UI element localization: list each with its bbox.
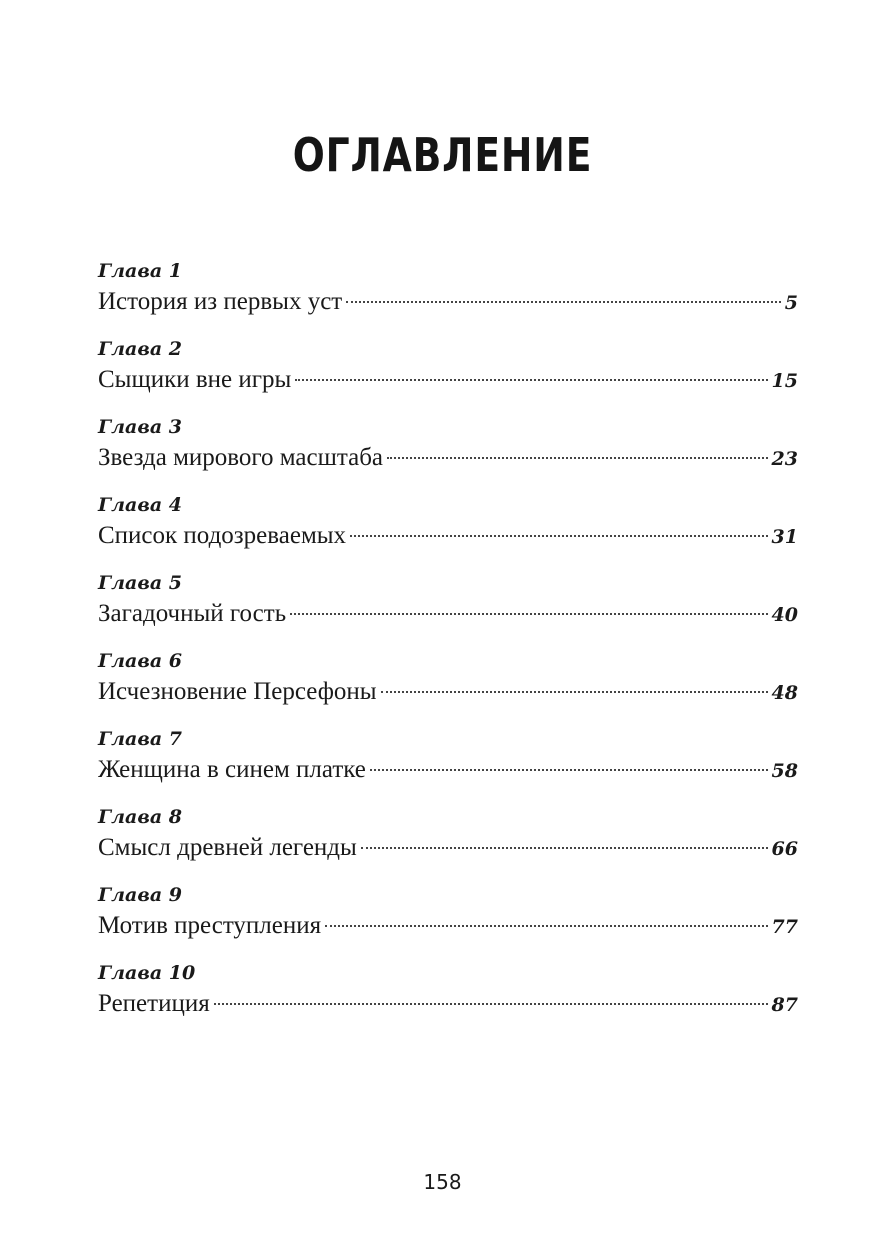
toc-entry xyxy=(98,648,798,726)
chapter-page-number: 58 xyxy=(771,760,798,782)
dot-leader xyxy=(361,847,768,849)
chapter-label: Глава 8 xyxy=(98,806,182,828)
chapter-label: Глава 4 xyxy=(98,494,182,516)
dot-leader xyxy=(387,457,768,459)
chapter-title: Исчезновение Персефоны xyxy=(98,678,377,705)
toc-entry xyxy=(98,258,798,336)
chapter-title: История из первых уст xyxy=(98,288,343,315)
chapter-title: Женщина в синем платке xyxy=(98,756,366,783)
chapter-label: Глава 10 xyxy=(98,962,196,984)
dot-leader xyxy=(325,925,767,927)
chapter-page-number: 87 xyxy=(771,994,798,1016)
toc-entry xyxy=(98,726,798,804)
chapter-title: Звезда мирового масштаба xyxy=(98,444,384,471)
chapter-title: Смысл древней легенды xyxy=(98,834,357,861)
chapter-title: Загадочный гость xyxy=(98,600,287,627)
toc-entry xyxy=(98,336,798,414)
chapter-label: Глава 7 xyxy=(98,728,182,750)
chapter-page-number: 40 xyxy=(771,604,798,626)
toc-entry xyxy=(98,804,798,882)
toc-entry xyxy=(98,414,798,492)
chapter-label: Глава 3 xyxy=(98,416,182,438)
chapter-page-number: 31 xyxy=(771,526,798,548)
chapter-line xyxy=(98,284,798,320)
chapter-line xyxy=(98,518,798,554)
toc-entry xyxy=(98,960,798,1038)
chapter-line xyxy=(98,830,798,866)
chapter-label: Глава 1 xyxy=(98,260,182,282)
chapter-line xyxy=(98,986,798,1022)
chapter-line xyxy=(98,362,798,398)
chapter-line xyxy=(98,440,798,476)
chapter-title: Список подозреваемых xyxy=(98,522,347,549)
toc-entry xyxy=(98,492,798,570)
chapter-label: Глава 9 xyxy=(98,884,182,906)
chapter-page-number: 66 xyxy=(771,838,798,860)
chapter-page-number: 23 xyxy=(771,448,798,470)
chapter-page-number: 48 xyxy=(771,682,798,704)
dot-leader xyxy=(381,691,768,693)
table-of-contents xyxy=(98,258,798,1038)
chapter-page-number: 5 xyxy=(784,292,798,314)
chapter-line xyxy=(98,908,798,944)
dot-leader xyxy=(290,613,767,615)
chapter-title: Сыщики вне игры xyxy=(98,366,292,393)
dot-leader xyxy=(214,1003,768,1005)
chapter-label: Глава 5 xyxy=(98,572,182,594)
dot-leader xyxy=(346,301,781,303)
toc-entry xyxy=(98,882,798,960)
toc-entry xyxy=(98,570,798,648)
dot-leader xyxy=(295,379,767,381)
dot-leader xyxy=(350,535,767,537)
chapter-line xyxy=(98,752,798,788)
chapter-line xyxy=(98,674,798,710)
chapter-page-number: 15 xyxy=(771,370,798,392)
chapter-title: Репетиция xyxy=(98,990,210,1017)
chapter-page-number: 77 xyxy=(771,916,798,938)
chapter-label: Глава 6 xyxy=(98,650,182,672)
page-number: 158 xyxy=(423,1170,462,1194)
chapter-line xyxy=(98,596,798,632)
dot-leader xyxy=(370,769,768,771)
page-title: ОГЛАВЛЕНИЕ xyxy=(292,128,593,182)
chapter-label: Глава 2 xyxy=(98,338,182,360)
chapter-title: Мотив преступления xyxy=(98,912,322,939)
